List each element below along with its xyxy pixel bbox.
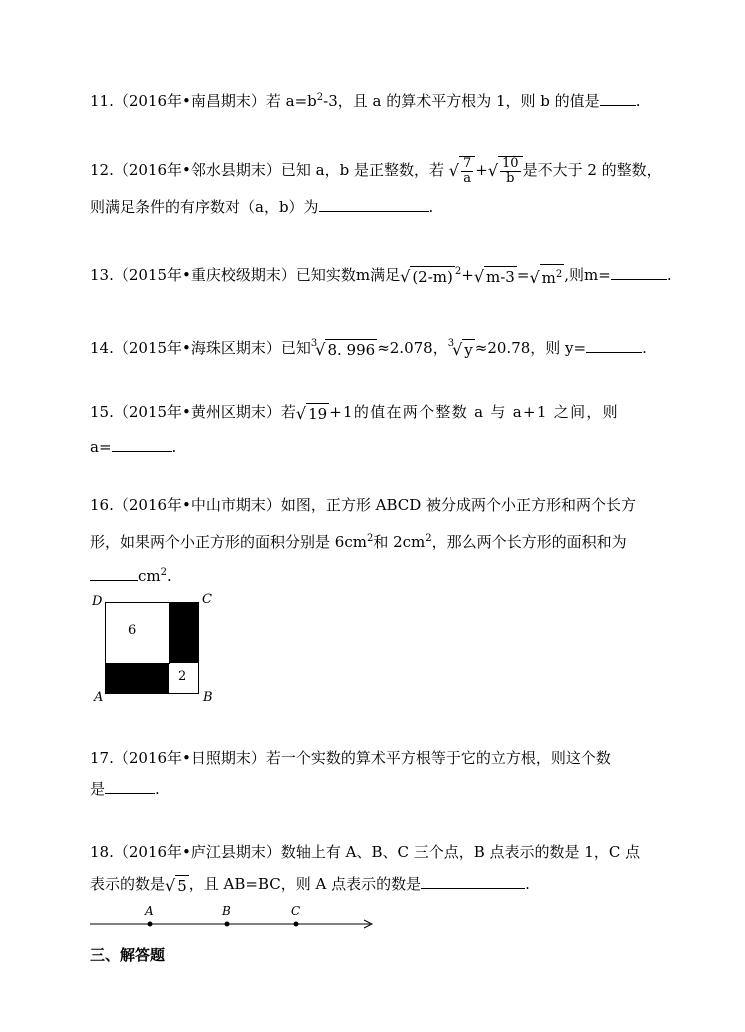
answer-blank[interactable] xyxy=(586,338,642,353)
vertex-d-label: D xyxy=(92,594,103,609)
question-17: 17.（2016年•日照期末）若一个实数的算术平方根等于它的立方根，则这个数 xyxy=(90,749,611,767)
question-16-line3: $cm^2$. xyxy=(90,563,172,586)
question-15-line2: a= . xyxy=(90,438,177,456)
vertex-c-label: C xyxy=(202,592,212,607)
rectangle-top-right xyxy=(169,603,199,663)
answer-blank[interactable] xyxy=(105,779,155,794)
point-b xyxy=(225,922,230,927)
question-11: 11.（2016年•南昌期末）若 $a=b^2-3$，且 a 的算术平方根为 1，则 b 的值是 . xyxy=(90,92,641,110)
question-15: 15.（2015年•黄州区期末）若√ 19 +1的值在两个整数 a 与 a+1 之间，则 xyxy=(90,403,619,423)
answer-blank[interactable] xyxy=(611,265,667,280)
question-18: 18.（2016年•庐江县期末）数轴上有 A、B、C 三个点，B 点表示的数是 1，C 点 xyxy=(90,843,641,861)
large-square xyxy=(106,603,170,664)
point-c-label: C xyxy=(291,904,301,918)
cube-root-expression: √ y xyxy=(452,339,473,359)
sqrt-expression: √ $\frac{7}{a}$ xyxy=(449,156,475,186)
question-13: 13.（2015年•重庆校级期末）已知实数m满足√ (2-m) $^2$+√ m-3 =√ $m^2$ ,则m= . xyxy=(90,266,672,287)
square-figure xyxy=(105,602,199,694)
sqrt-expression: √ 5 xyxy=(165,875,187,895)
question-14: 14.（2015年•海珠区期末）已知$^3$√ 8. 996 ≈2.078，$^3$√ y ≈20.78，则 y= . xyxy=(90,338,647,359)
point-b-label: B xyxy=(222,904,231,918)
sqrt-expression: √ (2-m) xyxy=(400,266,453,286)
point-a xyxy=(148,922,153,927)
answer-blank[interactable] xyxy=(319,197,429,212)
section-heading: 三、解答题 xyxy=(90,946,166,964)
question-18-line2: 表示的数是√ 5 ，且 AB=BC，则 A 点表示的数是 . xyxy=(90,875,530,895)
answer-blank[interactable] xyxy=(421,874,525,889)
question-12-line2: 则满足条件的有序数对（a，b）为 . xyxy=(90,198,434,216)
answer-blank[interactable] xyxy=(90,566,138,581)
large-square-label: 6 xyxy=(128,623,137,638)
point-a-label: A xyxy=(145,904,154,918)
point-c xyxy=(294,922,299,927)
question-17-line2: 是 . xyxy=(90,780,160,798)
number-line xyxy=(88,900,380,936)
small-square-label: 2 xyxy=(178,669,187,684)
sqrt-expression: √ $m^2$ xyxy=(529,264,564,288)
answer-blank[interactable] xyxy=(600,91,636,106)
question-16: 16.（2016年•中山市期末）如图，正方形 ABCD 被分成两个小正方形和两个长方 xyxy=(90,496,637,514)
answer-blank[interactable] xyxy=(112,437,172,452)
vertex-b-label: B xyxy=(203,690,213,705)
sqrt-expression: √ 19 xyxy=(295,403,328,423)
rectangle-bottom-left xyxy=(106,663,169,694)
sqrt-expression: √ m-3 xyxy=(473,266,515,286)
vertex-a-label: A xyxy=(94,690,104,705)
sqrt-expression: √ $\frac{10}{b}$ xyxy=(488,156,523,186)
question-12: 12.（2016年•邻水县期末）已知 a，b 是正整数，若 √ $\frac{7}{a}$ +√ $\frac{10}{b}$ 是不大于 2 的整数， xyxy=(90,156,662,186)
question-16-line2: 形，如果两个小正方形的面积分别是 $6cm^2$和 $2cm^2$，那么两个长方形的面积和为 xyxy=(90,533,627,551)
cube-root-expression: √ 8. 996 xyxy=(315,339,376,359)
